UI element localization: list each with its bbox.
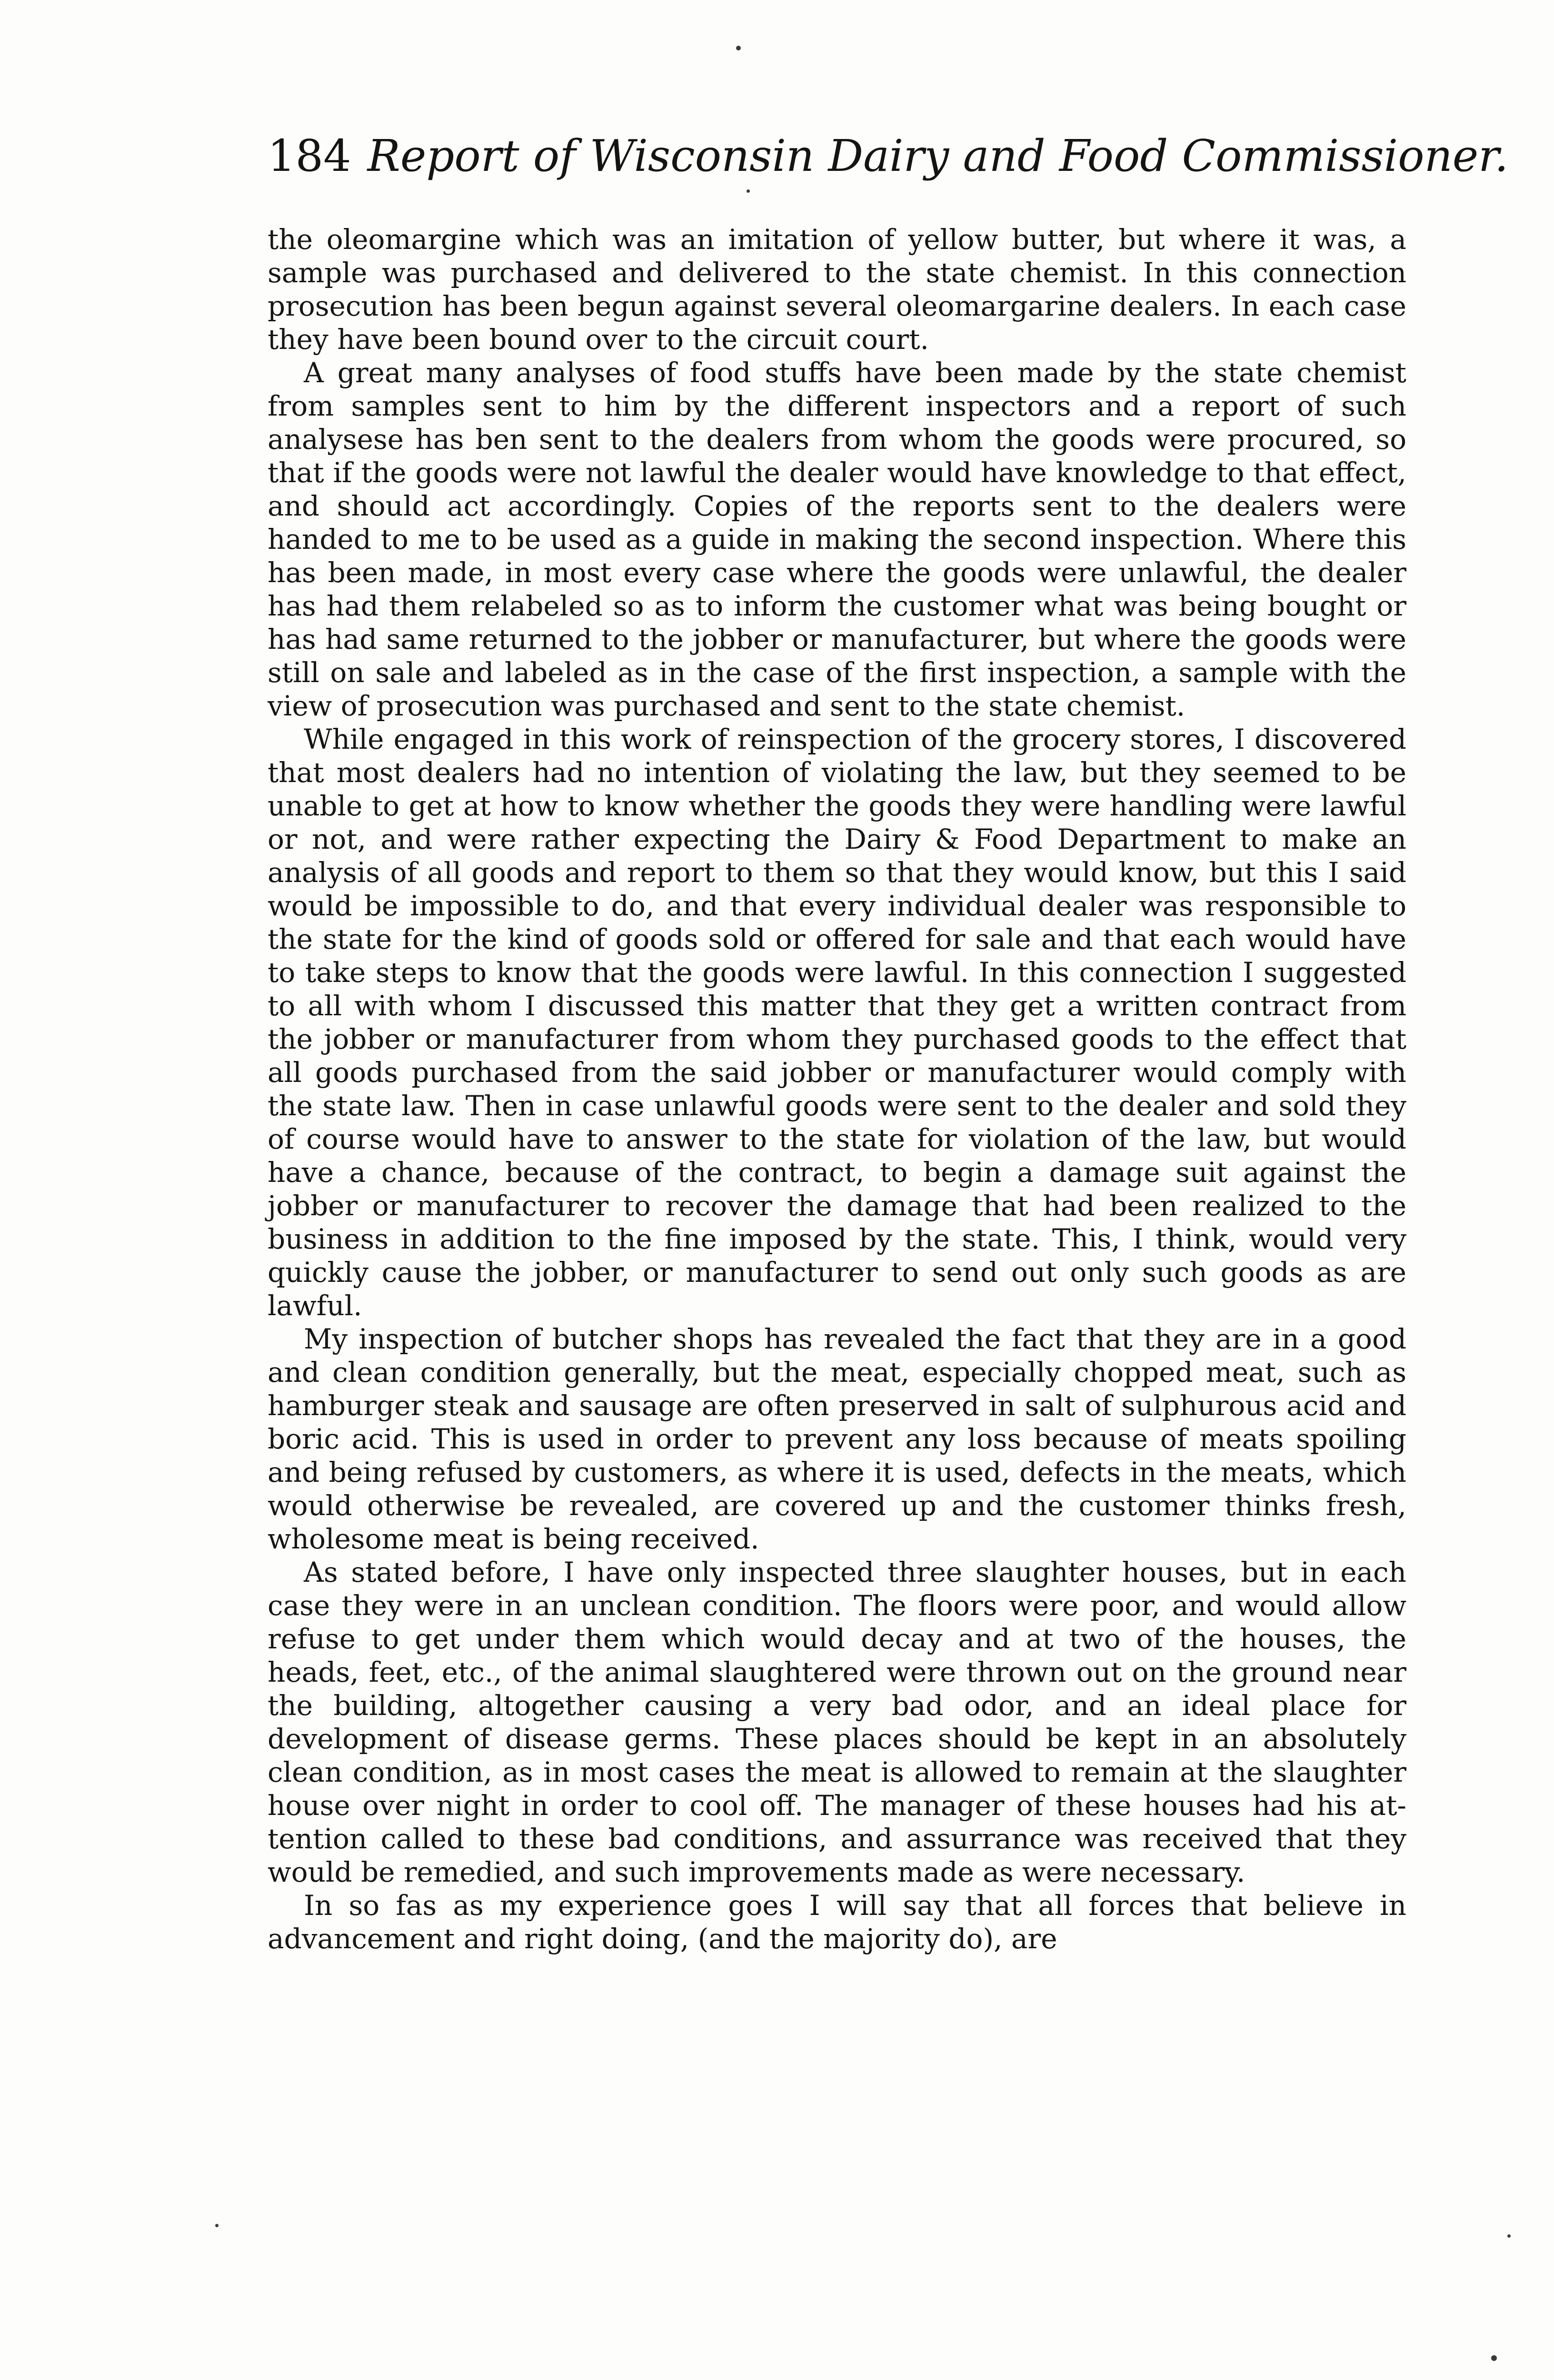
scan-speck [736,46,741,50]
page-header [268,128,1509,185]
paragraph-chemist-analyses: A great many analyses of food stuffs have been made by the state chemist from samples sent to him by the different inspectors and a report of such analysese has ben sent to the dealers from whom the goods were procured, so that if the goods were not lawful the dealer would have knowledge to that effect, and should act accordingly. Copies of the reports sent to the dealers were handed to me to be used as a guide in making the second inspection. Where this has been made, in most every case where the goods were unlawful, the dealer has had them relabeled so as to inform the customer what was being bought or has had same returned to the jobber or manufacturer, but where the goods were still on sale and labeled as in the case of the first inspection, a sample with the view of prosecution was purchased and sent to the state chemist. [268,357,1406,722]
running-title: Report of Wisconsin Dairy and Food Commissioner. [367,130,1509,181]
body-text [268,223,1406,1955]
paragraph-slaughter-houses: As stated before, I have only inspected three slaughter houses, but in each case they were in an unclean condition. The floors were poor, and would allow refuse to get under them which would decay and at two of the houses, the heads, feet, etc., of the animal slaughtered were thrown out on the ground near the building, altogether causing a very bad odor, and an ideal place for development of disease germs. These places should be kept in an absolutely clean condition, as in most cases the meat is allowed to remain at the slaughter house over night in order to cool off. The manager of these houses had his attention called to these bad conditions, and assurrance was received that they would be remedied, and such improvements made as were necessary. [268,1556,1406,1888]
scan-speck [215,2224,219,2227]
paragraph-grocery-reinspection: While engaged in this work of reinspection of the grocery stores, I discovered that most dealers had no intention of violating the law, but they seemed to be unable to get at how to know whether the goods they were handling were lawful or not, and were rather expecting the Dairy & Food Department to make an analysis of all goods and report to them so that they would know, but this I said would be impossible to do, and that every individual dealer was responsible to the state for the kind of goods sold or offered for sale and that each would have to take steps to know that the goods were lawful. In this connection I suggested to all with whom I discussed this matter that they get a written contract from the jobber or manufacturer from whom they purchased goods to the effect that all goods purchased from the said jobber or manufacturer would comply with the state law. Then in case unlawful goods were sent to the dealer and sold they of course would have to answer to the state for violation of the law, but would have a chance, because of the contract, to begin a damage suit against the jobber or manufacturer to recover the damage that had been realized to the business in addition to the fine imposed by the state. This, I think, would very quickly cause the jobber, or manufacturer to send out only such goods as are lawful. [268,723,1406,1322]
page-number: 184 [268,130,351,181]
scan-speck [1507,2234,1511,2238]
scan-speck [747,189,750,193]
scan-speck [1491,2355,1497,2361]
paragraph-closing: In so fas as my experience goes I will say that all forces that believe in advancement and right doing, (and the majority do), are [268,1889,1406,1955]
paragraph-butcher-shops: My inspection of butcher shops has revealed the fact that they are in a good and clean condition generally, but the meat, especially chopped meat, such as hamburger steak and sausage are often preserved in salt of sulphurous acid and boric acid. This is used in order to prevent any loss because of meats spoiling and being refused by customers, as where it is used, defects in the meats, which would otherwise be revealed, are covered up and the customer thinks fresh, wholesome meat is being received. [268,1323,1406,1555]
paragraph-oleomargarine-prosecution: the oleomargine which was an imitation of yellow butter, but where it was, a sample was purchased and delivered to the state chemist. In this connection prosecution has been begun against several oleomargarine dealers. In each case they have been bound over to the circuit court. [268,223,1406,356]
